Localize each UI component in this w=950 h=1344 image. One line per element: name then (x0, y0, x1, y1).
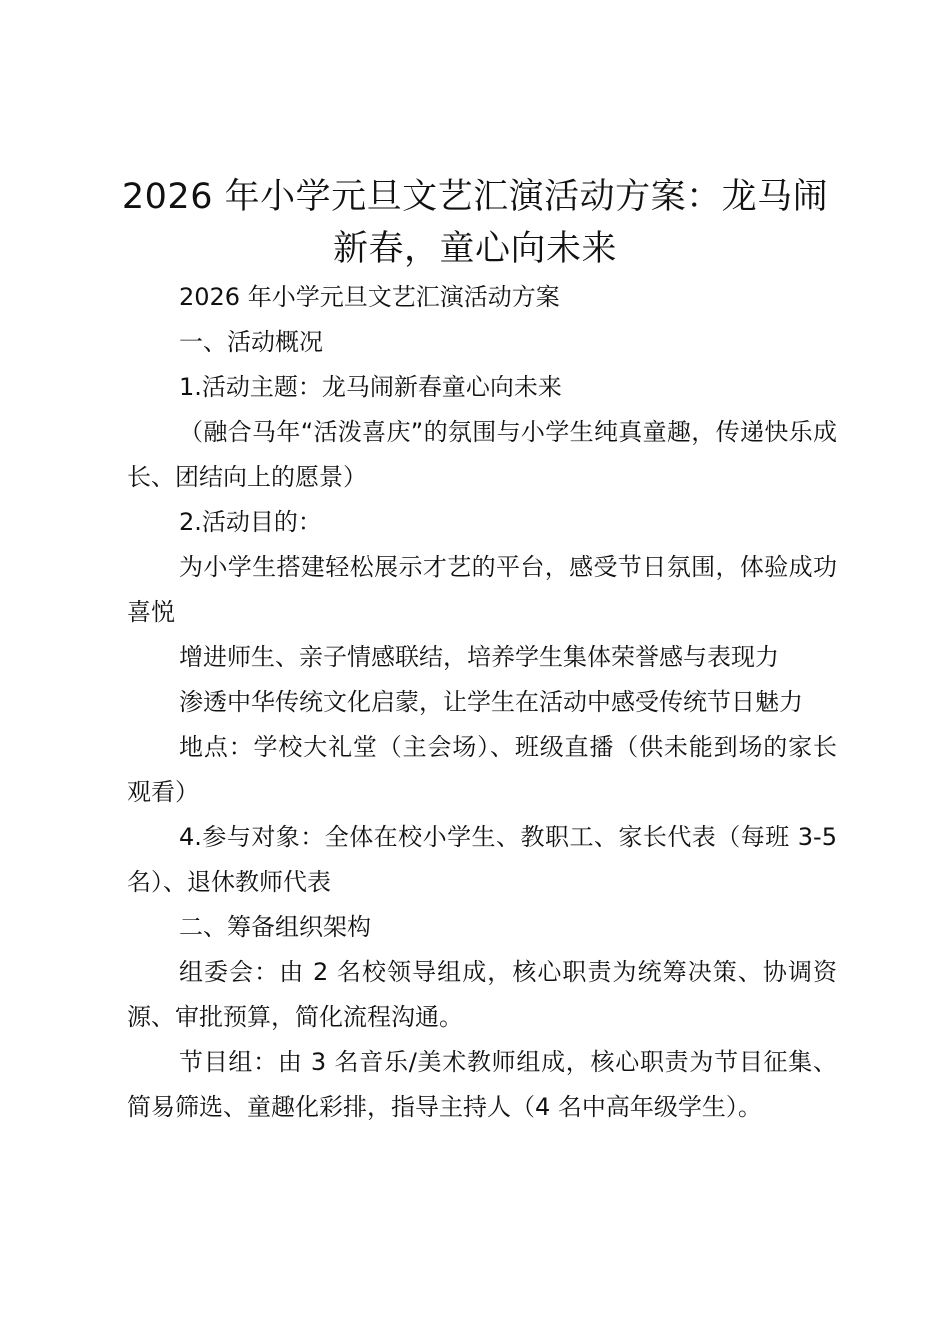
paragraph-activity-theme: 1.活动主题：龙马闹新春童心向未来 (179, 373, 562, 401)
paragraph-committee: 组委会：由 2 名校领导组成，核心职责为统筹决策、协调资源、审批预算，简化流程沟通。 (127, 958, 837, 1031)
paragraph-goal-1: 为小学生搭建轻松展示才艺的平台，感受节日氛围，体验成功喜悦 (127, 553, 837, 626)
paragraph-participants: 4.参与对象：全体在校小学生、教职工、家长代表（每班 3-5 名）、退休教师代表 (127, 823, 837, 896)
document-body (127, 275, 837, 1130)
heading-activity-overview: 一、活动概况 (179, 328, 323, 356)
document-title: 2026 年小学元旦文艺汇演活动方案：龙马闹新春，童心向未来 (121, 177, 829, 269)
paragraph-theme-note: （融合马年“活泼喜庆”的氛围与小学生纯真童趣，传递快乐成长、团结向上的愿景） (127, 418, 837, 491)
paragraph-goal-3: 渗透中华传统文化启蒙，让学生在活动中感受传统节日魅力 (179, 688, 803, 716)
paragraph-goal-2: 增进师生、亲子情感联结，培养学生集体荣誉感与表现力 (179, 643, 779, 671)
heading-organization: 二、筹备组织架构 (179, 913, 371, 941)
paragraph-activity-goal: 2.活动目的： (179, 508, 322, 536)
paragraph-location: 地点：学校大礼堂（主会场）、班级直播（供未能到场的家长观看） (127, 733, 837, 806)
paragraph-plan-name: 2026 年小学元旦文艺汇演活动方案 (179, 283, 560, 311)
paragraph-program-group: 节目组：由 3 名音乐/美术教师组成，核心职责为节目征集、简易筛选、童趣化彩排，指导主持人（4 名中高年级学生）。 (127, 1048, 837, 1121)
